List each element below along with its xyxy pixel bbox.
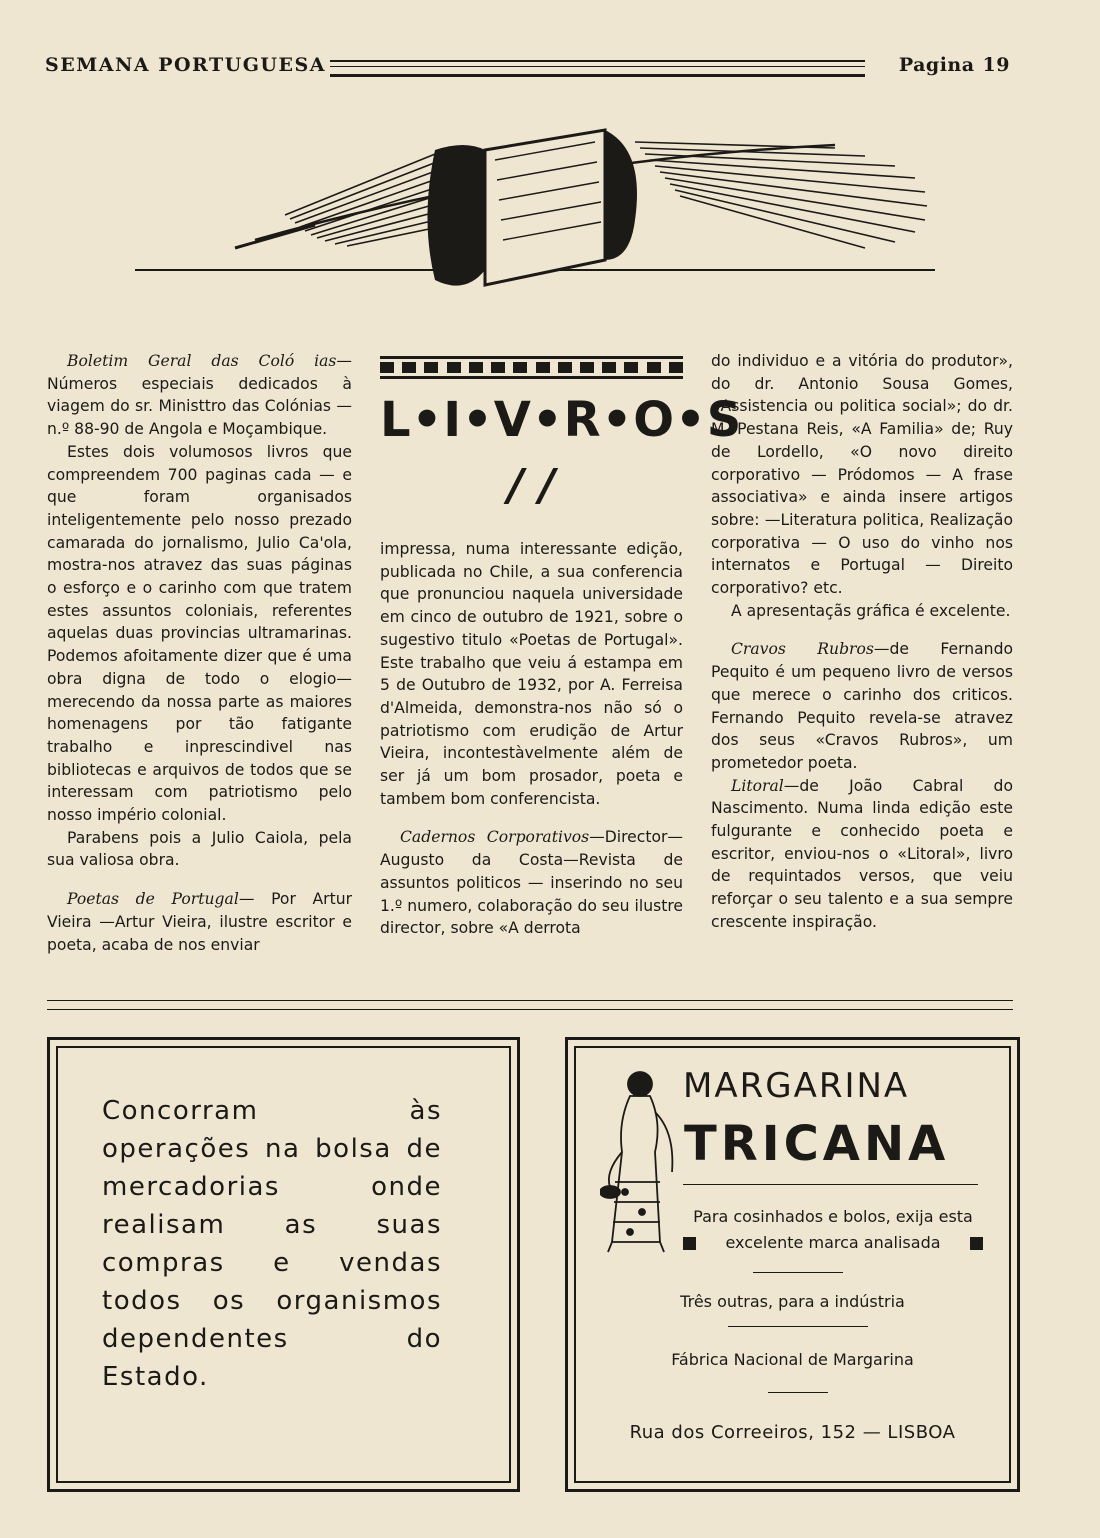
ad-bolsa (47, 1037, 520, 1492)
page-number-value: 19 (982, 54, 1010, 76)
header-rule (330, 60, 865, 77)
article-cravos (711, 638, 1013, 774)
section-mark: / / (507, 460, 556, 511)
ad-description (683, 1204, 983, 1256)
publication-title: SEMANA PORTUGUESA (45, 54, 326, 76)
article-text: —de João Cabral do Nascimento. Numa linda edição este fulgurante e conhecido poeta e escritor, enviou-nos o «Litoral», livro de requintados versos, que veiu reforçar o seu talento e a sua sempre crescente inspiração. (711, 776, 1013, 931)
square-bullet-icon (683, 1237, 696, 1250)
page-number (899, 54, 1010, 76)
article-text: — Por Artur Vieira —Artur Vieira, ilustre escritor e poeta, acaba de nos enviar (47, 890, 352, 954)
masthead-squares (380, 362, 683, 373)
short-rule (753, 1272, 843, 1273)
article-text: —Director—Augusto da Costa—Revista de assuntos politicos — inserindo no seu 1.º numero, colaboração do seu ilustre director, sobre «A derrota (380, 828, 683, 938)
article-boletim (47, 350, 352, 441)
ad-margarina (565, 1037, 1020, 1492)
description-line-2: excelente marca analisada (725, 1233, 941, 1252)
article-boletim-closing: Parabens pois a Julio Caiola, pela sua valiosa obra. (47, 828, 352, 870)
page-label: Pagina (898, 54, 975, 76)
article-poetas (47, 888, 352, 956)
article-title: Cravos Rubros (731, 640, 874, 659)
section-title: L•I•V•R•O•S (380, 392, 743, 448)
article-cadernos (380, 826, 683, 940)
section-masthead (380, 356, 743, 536)
short-rule (728, 1326, 868, 1327)
article-title: Poetas de Portugal (67, 890, 239, 909)
quill-book-illustration (135, 120, 935, 310)
ad-address: Rua dos Correeiros, 152 — LISBOA (629, 1422, 956, 1443)
article-title: Litoral (731, 776, 784, 795)
ad-industry-line: Três outras, para a indústria (680, 1292, 905, 1311)
article-cadernos-cont: do individuo e a vitória do produtor», do dr. Antonio Sousa Gomes, «Assistencia ou politica social»; do dr. M. Pestana Reis, «A Familia» de; Ruy de Lordello, «O novo direito corporativo — Pródomos — A frase associativa» e ainda insere artigos sobre: —Literatura politica, Realização corporativa — O uso do vinho nos internatos e Portugal — Direito corporativo? etc. (711, 352, 1013, 598)
description-row-2 (683, 1230, 983, 1256)
brand-underline (683, 1184, 978, 1185)
article-litoral (711, 775, 1013, 934)
article-text: — Números especiais dedicados à viagem do sr. Ministtro das Colónias — n.º 88-90 de Angola e Moçambique. (47, 352, 352, 439)
masthead-rule-top (380, 356, 683, 359)
tricana-figure-icon (600, 1062, 690, 1262)
article-boletim-body: Estes dois volumosos livros que compreendem 700 paginas cada — e que foram organisados inteligentemente pelo nosso prezado camarada do jornalismo, Julio Ca'ola, mostra-nos atravez das suas páginas o esforço e o carinho com que tratem estes assuntos coloniais, referentes aquelas duas provincias ultramarinas. Podemos afoitamente dizer que é uma obra digna de todo o elogio—merecendo da nossa parte as maiores homenagens por tão fatigante trabalho e inprescindivel nas bibliotecas e arquivos de todos que se interessam com patriotismo pelo nosso império colonial. (47, 442, 352, 825)
column-1 (47, 350, 352, 956)
ad-bolsa-text: Concorram às operações na bolsa de mercadorias onde realisam as suas compras e vendas todos os organismos dependentes do Estado. (102, 1096, 442, 1392)
article-text: —de Fernando Pequito é um pequeno livro de versos que merece o carinho dos criticos. Fernando Pequito revela-se atravez dos seus «Cravos Rubros», um prometedor poeta. (711, 640, 1014, 772)
short-rule (768, 1392, 828, 1393)
article-title: Cadernos Corporativos (400, 828, 590, 847)
square-bullet-icon (970, 1237, 983, 1250)
section-divider (47, 1000, 1013, 1010)
brand-line-1: MARGARINA (683, 1066, 910, 1106)
page-header (45, 52, 1010, 84)
article-title: Boletim Geral das Coló ias (67, 352, 337, 370)
ad-maker: Fábrica Nacional de Margarina (671, 1350, 914, 1369)
description-line-1: Para cosinhados e bolos, exija esta (693, 1207, 973, 1226)
article-cadernos-closing: A apresentaçãs gráfica é excelente. (731, 601, 1011, 620)
article-poetas-cont: impressa, numa interessante edição, publicada no Chile, a sua conferencia que pronunciou naquela universidade em cinco de outubro de 1921, sobre o sugestivo titulo «Poetas de Portugal». Este trabalho que veiu á estampa em 5 de Outubro de 1932, por A. Ferreisa d'Almeida, demonstra-nos não só o patriotismo com erudição de Artur Vieira, incontestàvelmente além de ser já um bom prosador, poeta e tambem bom conferencista. (380, 540, 683, 808)
masthead-rule-bottom (380, 376, 683, 379)
brand-line-2: TRICANA (684, 1116, 950, 1172)
column-3 (711, 350, 1013, 934)
column-2 (380, 538, 683, 940)
